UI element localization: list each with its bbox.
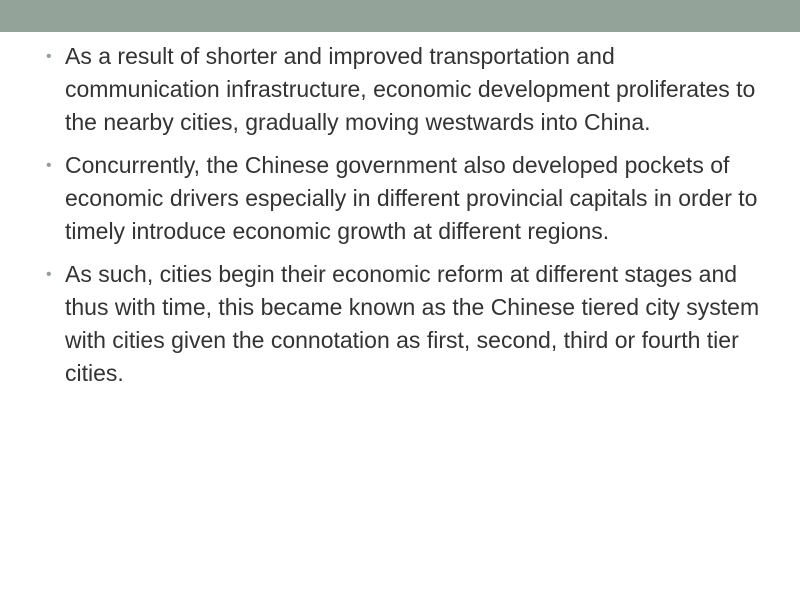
- bullet-text: Concurrently, the Chinese government also developed pockets of economic drivers especially in different provincial capitals in order to timely introduce economic growth at different regions.: [65, 152, 758, 244]
- bullet-item: [46, 258, 766, 390]
- bullet-text: As a result of shorter and improved transportation and communication infrastructure, economic development proliferates to the nearby cities, gradually moving westwards into China.: [65, 43, 756, 135]
- bullet-item: [46, 40, 766, 139]
- bullet-icon: •: [46, 48, 52, 65]
- header-bar: [0, 0, 800, 32]
- bullet-item: [46, 149, 766, 248]
- bullet-list: [46, 40, 766, 400]
- bullet-icon: •: [46, 266, 52, 283]
- bullet-text: As such, cities begin their economic reform at different stages and thus with time, this became known as the Chinese tiered city system with cities given the connotation as first, second, third or fourth tier cities.: [65, 261, 760, 386]
- bullet-icon: •: [46, 157, 52, 174]
